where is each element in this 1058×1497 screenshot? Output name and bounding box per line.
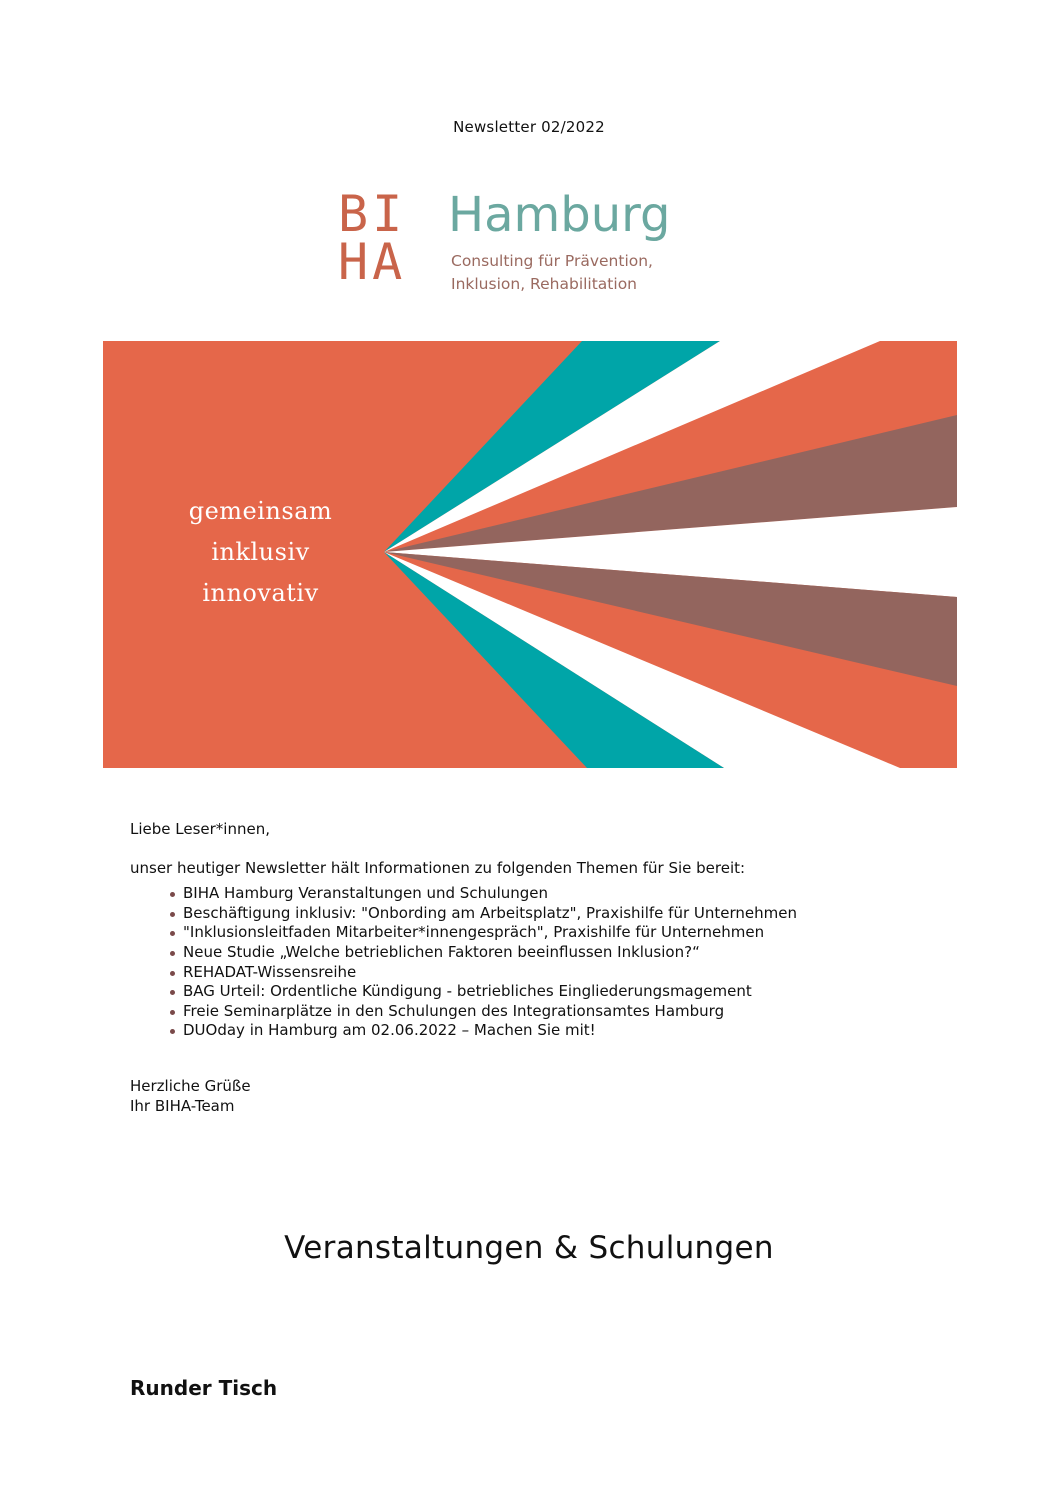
logo-tagline-line2: Inklusion, Rehabilitation: [451, 275, 637, 293]
topic-list-item: Freie Seminarplätze in den Schulungen des Integrationsamtes Hamburg: [183, 1002, 960, 1022]
topic-list-item: Neue Studie „Welche betrieblichen Faktoren beeinflussen Inklusion?“: [183, 943, 960, 963]
topic-list-item: Beschäftigung inklusiv: "Onbording am Arbeitsplatz", Praxishilfe für Unternehmen: [183, 904, 960, 924]
banner-slogan-line1: gemeinsam: [188, 497, 333, 525]
banner-slogan: [173, 491, 348, 614]
biha-hamburg-logo: [338, 185, 728, 300]
topic-list-item: DUOday in Hamburg am 02.06.2022 – Machen Sie mit!: [183, 1021, 960, 1041]
topic-list-item: "Inklusionsleitfaden Mitarbeiter*innengespräch", Praxishilfe für Unternehmen: [183, 923, 960, 943]
newsletter-body: [130, 820, 960, 1116]
logo-tagline-line1: Consulting für Prävention,: [451, 252, 653, 270]
logo-tagline: [451, 250, 653, 296]
closing-signature: Ihr BIHA-Team: [130, 1096, 235, 1115]
closing-greeting: Herzliche Grüße: [130, 1076, 251, 1095]
intro-text: unser heutiger Newsletter hält Informationen zu folgenden Themen für Sie bereit:: [130, 858, 746, 877]
section-title: Veranstaltungen & Schulungen: [284, 1230, 774, 1266]
topic-list-item: BAG Urteil: Ordentliche Kündigung - betriebliches Eingliederungsmagement: [183, 982, 960, 1002]
topic-list-item: BIHA Hamburg Veranstaltungen und Schulungen: [183, 884, 960, 904]
banner-slogan-line2: inklusiv: [211, 538, 310, 566]
topic-list: [130, 884, 960, 1041]
subsection-title: Runder Tisch: [130, 1376, 278, 1400]
greeting-text: Liebe Leser*innen,: [130, 820, 270, 838]
hero-banner: [103, 341, 957, 768]
logo-monogram: [338, 185, 430, 291]
logo-wordmark: Hamburg: [448, 187, 671, 243]
newsletter-issue-label: Newsletter 02/2022: [453, 118, 605, 136]
logo-monogram-bottom: HA: [338, 233, 407, 291]
topic-list-item: REHADAT-Wissensreihe: [183, 963, 960, 983]
banner-slogan-line3: innovativ: [202, 579, 319, 607]
logo-monogram-top: BI: [338, 185, 407, 243]
